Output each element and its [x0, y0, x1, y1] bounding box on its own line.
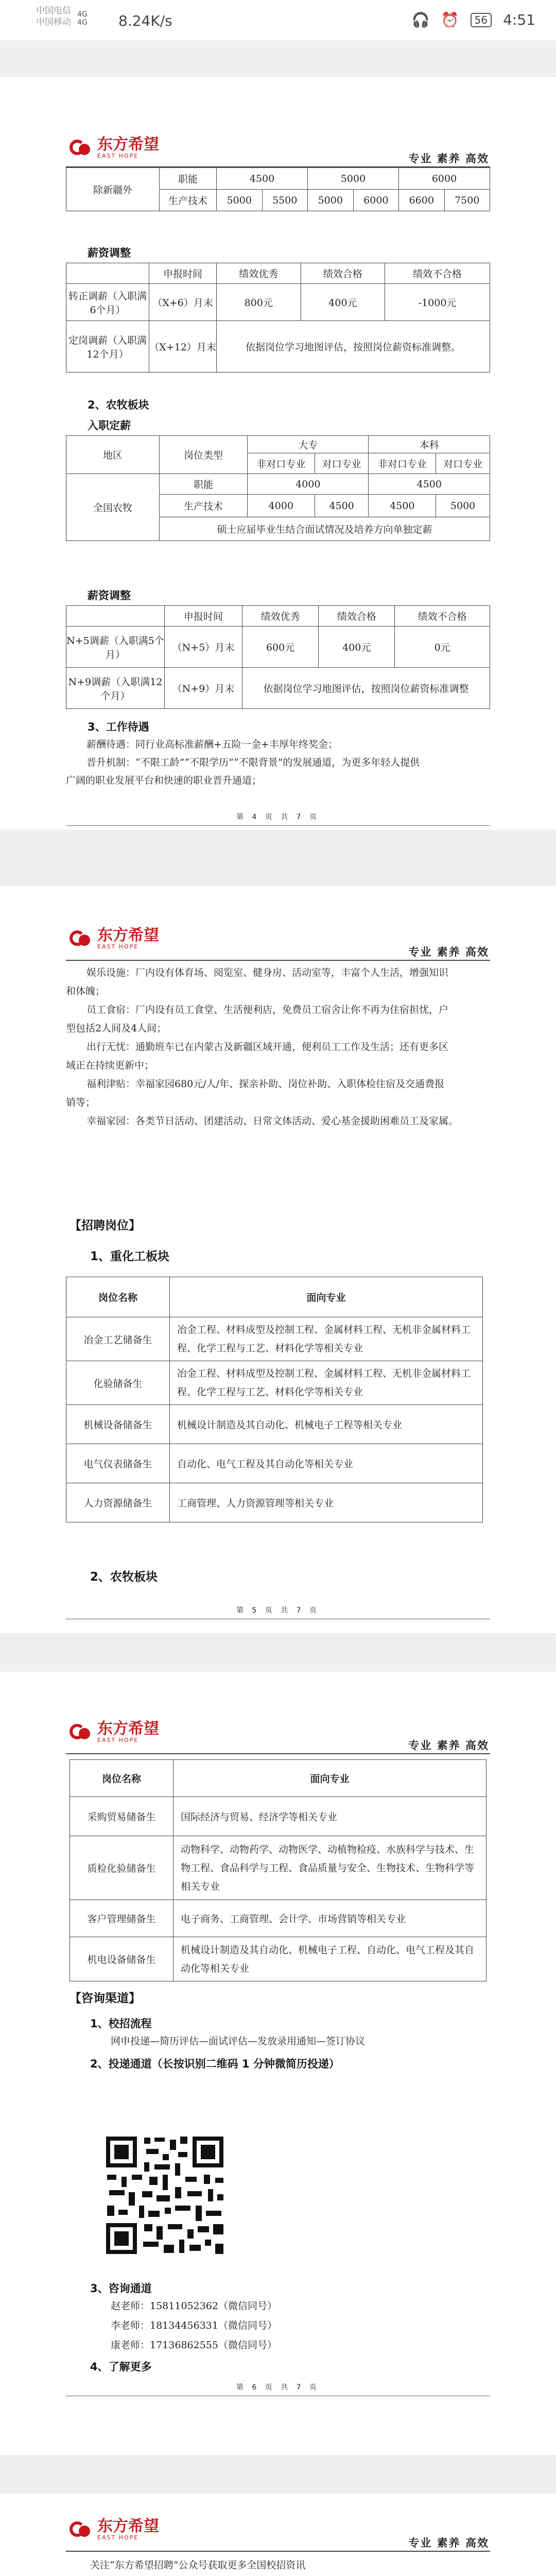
document-page-5 — [0, 886, 556, 1633]
battery-icon: 56 — [471, 13, 492, 27]
delivery-title: 2、投递通道（长按识别二维码 1 分钟微简历投递） — [90, 2058, 340, 2070]
motto: 专业 素养 高效 — [408, 152, 489, 165]
adjust2-title: 薪资调整 — [88, 589, 131, 602]
motto: 专业 素养 高效 — [408, 946, 489, 958]
clock: 4:51 — [503, 11, 535, 28]
table-row: 质检化验储备生 动物科学、动物药学、动物医学、动植物检疫、水族科学与技术、生物工程、食品科学与工程、食品质量与安全、生物技术、生物科学等相关专业 — [70, 1836, 486, 1900]
recruit-title: 【招聘岗位】 — [70, 1219, 141, 1232]
carrier-labels — [36, 5, 71, 28]
more-title: 4、了解更多 — [90, 2361, 152, 2373]
document-page-6 — [0, 1672, 556, 2455]
motto: 专业 素养 高效 — [408, 1739, 489, 1752]
header-rule — [66, 960, 490, 961]
consult-title: 【咨询渠道】 — [70, 1992, 141, 2005]
table-row: 客户管理储备生 电子商务、工商管理、会计学、市场营销等相关专业 — [70, 1900, 486, 1937]
table-row: 人力资源储备生 工商管理、人力资源管理等相关专业 — [66, 1483, 483, 1522]
headphones-icon: 🎧 — [411, 11, 430, 28]
company-logo: 东方希望 EAST HOPE — [70, 2518, 159, 2541]
table-row: 采购贸易储备生 国际经济与贸易、经济学等相关专业 — [70, 1797, 486, 1836]
positions-table: 岗位名称 面向专业 冶金工艺储备生 冶金工程、材料成型及控制工程、金属材料工程、无机非金属材料工程、化学工程与工艺、材料化学等相关专业 化验储备生 冶金工程、材料成型及控制工程、金属材料工程、无机非金属材料工程、化学工程与工艺、材料化学等相关专业 机械设备储备生 机械设计制造及其自动化、机械电子工程等相关专业 电气仪表储备生 自动化、电气工程及其自动化等相关专业 人力资源储备生 工商管理、人力资源管理等相关专业 — [66, 1277, 483, 1522]
table-row: 机械设备储备生 机械设计制造及其自动化、机械电子工程等相关专业 — [66, 1405, 483, 1444]
company-logo: 东方希望 EAST HOPE — [70, 1721, 159, 1743]
header-rule — [66, 2551, 490, 2552]
header-rule — [66, 1753, 490, 1754]
page-footer: 第 4 页 共 7 页 — [236, 813, 320, 821]
entry-title: 入职定薪 — [88, 419, 131, 432]
welfare-title: 3、工作待遇 — [88, 721, 149, 733]
agri-title: 2、农牧板块 — [88, 399, 149, 411]
company-logo: 东方希望 EAST HOPE — [70, 137, 159, 159]
motto: 专业 素养 高效 — [408, 2537, 489, 2549]
logo-mark-icon — [70, 137, 92, 159]
table-row: 机电设备储备生 机械设计制造及其自动化、机械电子工程、自动化、电气工程及其自动化等相关专业 — [70, 1937, 486, 1981]
table-row: 冶金工艺储备生 冶金工程、材料成型及控制工程、金属材料工程、无机非金属材料工程、化学工程与工艺、材料化学等相关专业 — [66, 1317, 483, 1361]
status-bar — [0, 0, 556, 40]
welfare-paragraph: 娱乐设施：厂内设有体育场、阅览室、健身房、活动室等，丰富个人生活，增强知识 和体魄； 员工食宿：厂内设有员工食堂、生活便利店，免费员工宿舍让你不再为住宿担忧，户 型包括2人间及4人间； 出行无忧：通勤班车已在内蒙古及新疆区域开通，便利员工工作及生活；还有更多区 域正在持续更新中； 福利津贴：幸福家园680元/人/年、探亲补助、岗位补助、入职体检住宿及交通费报 销等； 幸福家园：各类节日活动、团建活动、日常文体活动、爱心基金援助困难员工及家属。 — [66, 967, 459, 1127]
adjust-table: 申报时间 绩效优秀 绩效合格 绩效不合格 转正调薪（入职满6个月） （X+6）月末 800元 400元 -1000元 定岗调薪（入职满12个月） （X+12）月末 依据岗位学习地图评估，按照岗位薪资标准调整。 — [66, 263, 490, 372]
follow-line: 关注“东方希望招聘”公众号获取更多全国校招资讯 — [90, 2560, 306, 2571]
process-title: 1、校招流程 — [90, 2018, 152, 2030]
network-speed: 8.24K/s — [118, 12, 172, 29]
alarm-icon: ⏰ — [441, 11, 459, 28]
welfare-paragraph: 薪酬待遇：同行业高标准薪酬+五险一金+丰厚年终奖金； 晋升机制：“不限工龄”“不限学历”“不限背景”的发展通道，为更多年轻人提供 广阔的职业发展平台和快速的职业晋升通道； — [66, 739, 420, 786]
agri-salary-table: 地区 岗位类型 大专 本科 非对口专业 对口专业 非对口专业 对口专业 全国农牧 职能 4000 4500 生产技术 4000 4500 4500 5000 硕士应届毕业生结合面试情况及培养方向单独定薪 — [66, 435, 490, 541]
logo-mark-icon — [70, 2518, 92, 2541]
table-row: 电气仪表储备生 自动化、电气工程及其自动化等相关专业 — [66, 1444, 483, 1483]
page-footer: 第 6 页 共 7 页 — [236, 2383, 320, 2392]
document-page-4 — [0, 77, 556, 829]
document-page-7 — [0, 2494, 556, 2576]
adjust-title: 薪资调整 — [88, 247, 131, 259]
contacts-list — [111, 2296, 277, 2355]
table-row: 化验储备生 冶金工程、材料成型及控制工程、金属材料工程、无机非金属材料工程、化学工程与工艺、材料化学等相关专业 — [66, 1361, 483, 1405]
page-footer: 第 5 页 共 7 页 — [236, 1606, 320, 1615]
agri-title: 2、农牧板块 — [90, 1570, 158, 1584]
heavy-title: 1、重化工板块 — [90, 1250, 170, 1263]
logo-mark-icon — [70, 927, 92, 950]
carrier-top: 中国电信 — [36, 6, 71, 16]
network-type: 4G 4G — [77, 10, 88, 27]
positions-table: 岗位名称 面向专业 采购贸易储备生 国际经济与贸易、经济学等相关专业 质检化验储备生 动物科学、动物药学、动物医学、动植物检疫、水族科学与技术、生物工程、食品科学与工程、食品质量与安全、生物技术、生物科学等相关专业 客户管理储备生 电子商务、工商管理、会计学、市场营销等相关专业 机电设备储备生 机械设计制造及其自动化、机械电子工程、自动化、电气工程及其自动化等相关专业 — [70, 1759, 486, 1981]
footer-rule — [66, 825, 490, 826]
status-right — [412, 11, 535, 28]
list-item: 康老师：17136862555（微信同号） — [111, 2340, 277, 2351]
salary-table: 除新疆外 职能 4500 5000 6000 生产技术 5000 5500 5000 6000 6600 7500 — [66, 167, 490, 211]
company-logo: 东方希望 EAST HOPE — [70, 927, 159, 950]
logo-mark-icon — [70, 1721, 92, 1743]
contact-title: 3、咨询通道 — [90, 2282, 152, 2295]
list-item: 李老师：18134456331（微信同号） — [111, 2320, 277, 2331]
carrier-bottom: 中国移动 — [36, 17, 71, 27]
process-line: 网申投递—简历评估—面试评估—发放录用通知—签订协议 — [111, 2036, 366, 2047]
list-item: 赵老师：15811052362（微信同号） — [111, 2300, 277, 2312]
adjust2-table: 申报时间 绩效优秀 绩效合格 绩效不合格 N+5调薪（入职满5个月） （N+5）月末 600元 400元 0元 N+9调薪（入职满12个月） （N+9）月末 依据岗位学习地图评估，按照岗位薪资标准调整 — [66, 605, 490, 709]
qr-code-icon[interactable] — [103, 2133, 227, 2257]
